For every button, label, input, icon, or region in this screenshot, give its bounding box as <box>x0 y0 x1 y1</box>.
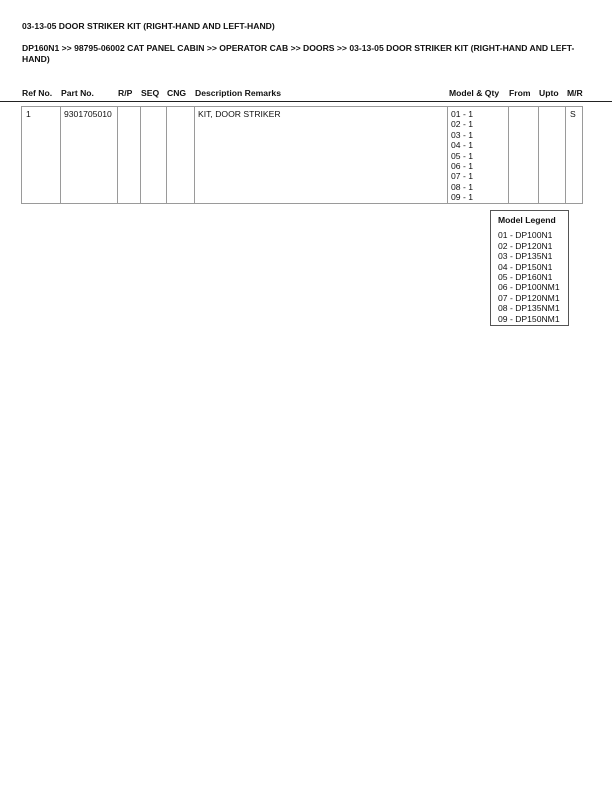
column-divider <box>166 106 167 204</box>
legend-title: Model Legend <box>498 215 556 225</box>
model-qty-item: 09 - 1 <box>451 192 473 203</box>
model-qty-item: 04 - 1 <box>451 140 473 151</box>
column-divider <box>60 106 61 204</box>
header-from: From <box>509 88 531 98</box>
column-divider <box>508 106 509 204</box>
header-divider <box>0 101 612 102</box>
legend-item: 05 - DP160N1 <box>498 272 553 283</box>
cell-mr: S <box>570 109 576 119</box>
column-divider <box>565 106 566 204</box>
header-description: Description Remarks <box>195 88 281 98</box>
model-qty-item: 03 - 1 <box>451 129 473 140</box>
legend-item: 07 - DP120NM1 <box>498 292 560 303</box>
header-cng: CNG <box>167 88 187 98</box>
header-mr: M/R <box>567 88 583 98</box>
model-qty-item: 05 - 1 <box>451 150 473 161</box>
cell-model-qty <box>451 109 473 203</box>
page-title: 03-13-05 DOOR STRIKER KIT (RIGHT-HAND AND LEFT-HAND) <box>22 21 275 31</box>
column-divider <box>447 106 448 204</box>
header-model-qty: Model & Qty <box>449 88 500 98</box>
legend-item: 03 - DP135N1 <box>498 251 553 262</box>
legend-item: 09 - DP150NM1 <box>498 313 560 324</box>
cell-part-no: 9301705010 <box>64 109 112 119</box>
model-legend <box>490 210 569 326</box>
legend-item: 01 - DP100N1 <box>498 230 553 241</box>
model-qty-item: 06 - 1 <box>451 161 473 172</box>
cell-ref-no: 1 <box>26 109 31 119</box>
legend-item: 04 - DP150N1 <box>498 261 553 272</box>
model-qty-item: 07 - 1 <box>451 171 473 182</box>
model-qty-item: 02 - 1 <box>451 119 473 130</box>
breadcrumb: DP160N1 >> 98795-06002 CAT PANEL CABIN >> OPERATOR CAB >> DOORS >> 03-13-05 DOOR STRIKER KIT (RIGHT-HAND AND LEFT-HAND) <box>22 43 575 64</box>
header-upto: Upto <box>539 88 559 98</box>
legend-item: 06 - DP100NM1 <box>498 282 560 293</box>
column-divider <box>140 106 141 204</box>
column-divider <box>194 106 195 204</box>
model-qty-item: 08 - 1 <box>451 181 473 192</box>
legend-item: 02 - DP120N1 <box>498 240 553 251</box>
header-rp: R/P <box>118 88 133 98</box>
column-divider <box>538 106 539 204</box>
header-ref-no: Ref No. <box>22 88 53 98</box>
cell-description: KIT, DOOR STRIKER <box>198 109 281 119</box>
model-qty-item: 01 - 1 <box>451 109 473 119</box>
header-part-no: Part No. <box>61 88 94 98</box>
legend-item: 08 - DP135NM1 <box>498 303 560 314</box>
header-seq: SEQ <box>141 88 160 98</box>
column-divider <box>117 106 118 204</box>
table-row-border <box>21 106 583 204</box>
